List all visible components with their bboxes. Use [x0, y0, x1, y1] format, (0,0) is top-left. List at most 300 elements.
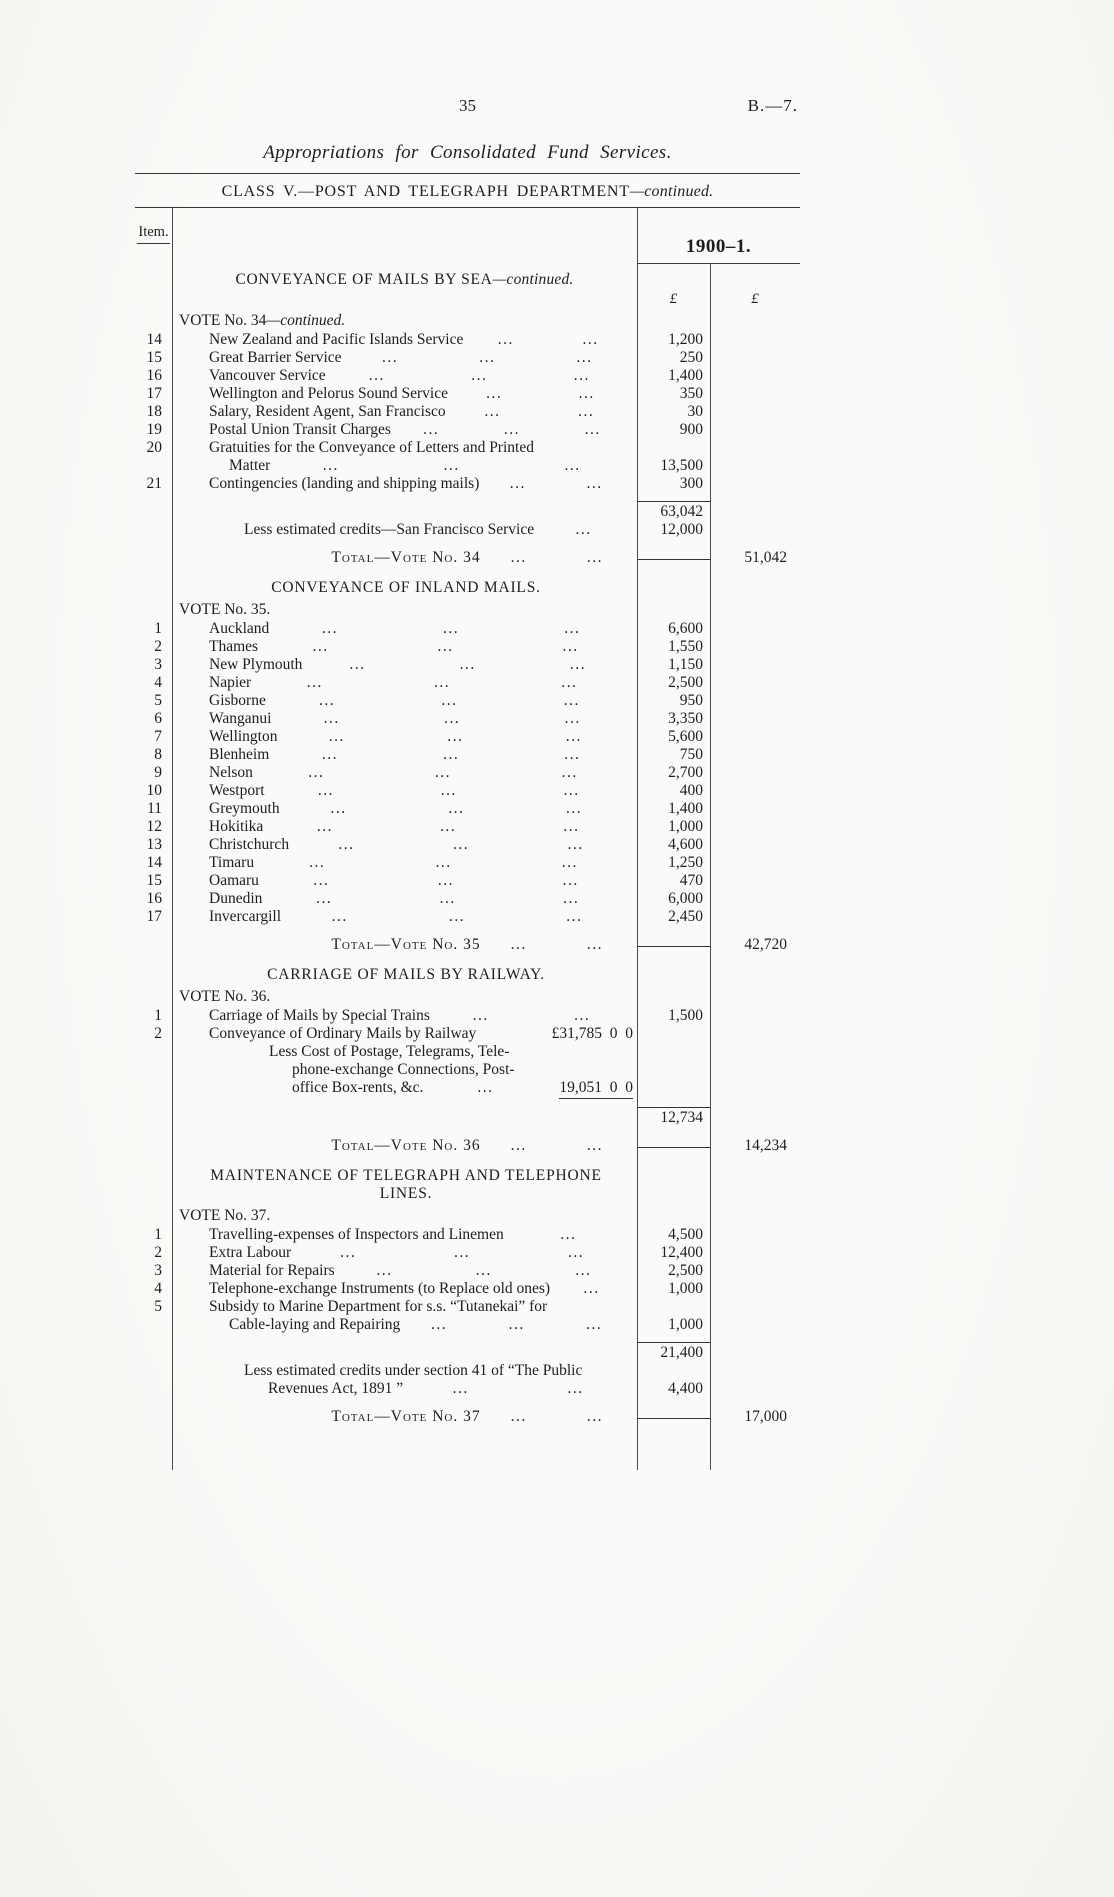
amount-col1	[637, 620, 710, 638]
dot-leaders	[326, 367, 633, 385]
row-description	[172, 710, 637, 728]
row-description	[172, 1262, 637, 1280]
dot-leaders	[335, 1262, 633, 1280]
amount-col2	[710, 312, 800, 330]
dot-group: ...	[484, 403, 501, 420]
item-number: 15	[146, 872, 162, 889]
dot-group: ...	[573, 367, 590, 384]
dot-group: ...	[443, 457, 460, 474]
appropriations-table	[135, 208, 800, 1470]
row-description	[172, 936, 637, 954]
amount-value: 350	[679, 385, 703, 402]
dot-leaders	[403, 1380, 633, 1398]
amount-col1	[637, 601, 710, 619]
row-description	[172, 638, 637, 656]
description-text: New Plymouth	[209, 656, 303, 673]
section-heading-text: CONVEYANCE OF MAILS BY SEA	[235, 271, 493, 288]
row-description	[172, 403, 637, 421]
dot-leaders	[265, 782, 633, 800]
amount-col2	[710, 1380, 800, 1398]
description-text: Greymouth	[209, 800, 280, 817]
item-number: 17	[146, 385, 162, 402]
dot-group: ...	[443, 620, 460, 637]
item-number: 5	[154, 692, 162, 709]
dot-leaders	[446, 403, 633, 421]
table-row-item	[135, 746, 800, 764]
dot-group: ...	[576, 349, 593, 366]
row-description	[172, 1298, 637, 1316]
amount-col2	[710, 521, 800, 539]
amount-col2	[710, 579, 800, 597]
row-description	[172, 1107, 637, 1127]
description-text: MAINTENANCE OF TELEGRAPH AND TELEPHONE LINES.	[210, 1167, 607, 1202]
table-row-item	[135, 349, 800, 367]
row-description	[172, 1007, 637, 1025]
dot-group: ...	[562, 638, 579, 655]
table-row-item	[135, 1280, 800, 1298]
dot-group: ...	[316, 890, 333, 907]
dot-leaders	[463, 331, 633, 349]
document-title: Appropriations for Consolidated Fund Services.	[263, 142, 672, 163]
amount-col2	[710, 1342, 800, 1362]
page-number: 35	[459, 96, 476, 115]
dot-leaders	[448, 385, 633, 403]
dot-group: ...	[423, 421, 440, 438]
row-description	[172, 1025, 637, 1043]
row-description	[172, 818, 637, 836]
amount-col2	[710, 1298, 800, 1316]
amount-col1	[637, 1280, 710, 1298]
dot-group: ...	[435, 854, 452, 871]
row-description	[172, 1380, 637, 1398]
dot-group: ...	[567, 836, 584, 853]
row-description	[172, 457, 637, 475]
item-number	[135, 1167, 172, 1203]
dot-group: ...	[561, 674, 578, 691]
dot-group: ...	[586, 549, 603, 566]
amount-value: 3,350	[668, 710, 703, 727]
class-header-text: CLASS V.—POST AND TELEGRAPH DEPARTMENT	[221, 183, 630, 200]
row-description	[172, 854, 637, 872]
dot-group: ...	[578, 385, 595, 402]
table-row-item	[135, 656, 800, 674]
class-header	[135, 183, 800, 201]
amount-col1	[637, 475, 710, 493]
row-description	[172, 1061, 637, 1079]
amount-col2	[710, 1316, 800, 1334]
first-section-heading	[172, 264, 637, 310]
amount-value: 63,042	[660, 503, 703, 520]
item-number: 7	[154, 728, 162, 745]
amount-col1	[637, 457, 710, 475]
table-row-section	[135, 579, 800, 597]
item-number: 13	[146, 836, 162, 853]
row-description	[172, 908, 637, 926]
description-text: Blenheim	[209, 746, 270, 763]
dot-group: ...	[578, 403, 595, 420]
amount-col2	[710, 349, 800, 367]
dot-leaders	[270, 457, 633, 475]
item-column-header	[135, 208, 172, 264]
table-row-vote	[135, 312, 800, 330]
dot-leaders	[259, 872, 633, 890]
dot-group: ...	[323, 710, 340, 727]
item-number: 14	[146, 331, 162, 348]
item-number	[135, 1342, 172, 1362]
amount-col1	[637, 1167, 710, 1203]
table-row-sub	[135, 1342, 800, 1362]
row-description	[172, 890, 637, 908]
dot-group: ...	[563, 818, 580, 835]
row-description	[172, 579, 637, 597]
table-row-sub	[135, 501, 800, 521]
row-description	[172, 601, 637, 619]
dot-group: ...	[440, 818, 457, 835]
table-row-item	[135, 367, 800, 385]
dot-leaders	[254, 854, 633, 872]
amount-col2	[710, 782, 800, 800]
dot-group: ...	[479, 349, 496, 366]
amount-col2	[710, 890, 800, 908]
dot-group: ...	[321, 746, 338, 763]
dot-group: ...	[328, 728, 345, 745]
dot-leaders	[342, 349, 633, 367]
page-content	[135, 96, 800, 1470]
item-number: 3	[154, 656, 162, 673]
amount-col1	[637, 818, 710, 836]
amount-col2	[710, 1167, 800, 1203]
pound-sign-col2: £	[751, 291, 759, 307]
table-row-item	[135, 385, 800, 403]
amount-col1	[637, 1079, 710, 1099]
description-text: Gisborne	[209, 692, 266, 709]
dot-group: ...	[443, 746, 460, 763]
amount-col2	[710, 1262, 800, 1280]
row-description	[172, 1207, 637, 1225]
item-number: 18	[146, 403, 162, 420]
table-row-item	[135, 421, 800, 439]
description-text: Revenues Act, 1891 ”	[268, 1380, 404, 1397]
amount-col1	[637, 710, 710, 728]
dot-group: ...	[330, 800, 347, 817]
description-text: Carriage of Mails by Special Trains	[209, 1007, 430, 1024]
dot-leaders	[253, 764, 633, 782]
dot-group: ...	[486, 385, 503, 402]
dot-group: ...	[584, 421, 601, 438]
row-description	[172, 782, 637, 800]
table-row-section	[135, 966, 800, 984]
dot-group: ...	[564, 620, 581, 637]
amount-col2	[710, 674, 800, 692]
amount-col2	[710, 475, 800, 493]
item-number	[135, 549, 172, 567]
amount-col1	[637, 854, 710, 872]
dot-group: ...	[562, 872, 579, 889]
amount-col1	[637, 638, 710, 656]
amount-col2	[710, 936, 800, 954]
dot-group: ...	[382, 349, 399, 366]
table-row-item	[135, 638, 800, 656]
row-description	[172, 349, 637, 367]
table-header-row2	[135, 264, 800, 310]
table-row-total	[135, 1408, 800, 1426]
description-text: Less Cost of Postage, Telegrams, Tele-	[269, 1043, 510, 1060]
dot-group: ...	[586, 1316, 603, 1333]
amount-col2	[710, 1280, 800, 1298]
dot-group: ...	[566, 800, 583, 817]
table-row-total	[135, 549, 800, 567]
item-number	[135, 966, 172, 984]
amount-value: 900	[679, 421, 703, 438]
row-description	[172, 421, 637, 439]
amount-col1	[637, 1137, 710, 1155]
amount-col1	[637, 1408, 710, 1426]
item-number: 1	[154, 1007, 162, 1024]
dot-group: ...	[561, 764, 578, 781]
amount-col1	[637, 1226, 710, 1244]
amount-col1	[637, 782, 710, 800]
page-header	[135, 96, 800, 118]
item-number	[135, 1408, 172, 1426]
vertical-rule-item	[172, 208, 173, 1470]
row-description	[172, 1137, 637, 1155]
document-reference: B.—7.	[747, 96, 798, 115]
dot-group: ...	[567, 1380, 584, 1397]
description-text: Vancouver Service	[209, 367, 326, 384]
description-text: Auckland	[209, 620, 270, 637]
amount-value: 1,250	[668, 854, 703, 871]
row-description	[172, 872, 637, 890]
dot-group: ...	[340, 1244, 357, 1261]
description-text: Invercargill	[209, 908, 282, 925]
amount-col2	[710, 764, 800, 782]
item-number	[135, 936, 172, 954]
dot-group: ...	[437, 638, 454, 655]
table-row-item	[135, 692, 800, 710]
description-text: VOTE No. 34	[179, 312, 267, 329]
amount-value: 4,400	[668, 1380, 703, 1397]
amount-col1	[637, 764, 710, 782]
table-row-item	[135, 710, 800, 728]
description-text: Gratuities for the Conveyance of Letters and Printed	[209, 439, 534, 456]
amount-col1	[637, 501, 710, 521]
amount-value: 17,000	[744, 1408, 787, 1425]
table-row-item	[135, 890, 800, 908]
dot-leaders	[281, 908, 633, 926]
description-text: office Box-rents, &c.	[292, 1079, 424, 1096]
amount-col2	[710, 1226, 800, 1244]
row-description	[172, 1244, 637, 1262]
table-row-item	[135, 872, 800, 890]
amount-col1	[637, 549, 710, 567]
amount-value: 12,400	[660, 1244, 703, 1261]
amount-col2	[710, 728, 800, 746]
dot-leaders	[278, 728, 634, 746]
dot-group: ...	[508, 1316, 525, 1333]
table-row-item	[135, 620, 800, 638]
amount-col2	[710, 988, 800, 1006]
amount-col1	[637, 966, 710, 984]
table-row-costb	[135, 1061, 800, 1079]
amount-value: 30	[687, 403, 703, 420]
dot-leaders	[251, 674, 633, 692]
row-description	[172, 521, 637, 539]
dot-group: ...	[349, 656, 366, 673]
amount-value: 1,550	[668, 638, 703, 655]
vertical-rule-amount2	[710, 264, 711, 1470]
row-description	[172, 1316, 637, 1334]
dot-leaders	[258, 638, 633, 656]
dot-group: ...	[447, 728, 464, 745]
amount-col2	[710, 331, 800, 349]
dot-group: ...	[308, 764, 325, 781]
item-number: 14	[146, 854, 162, 871]
description-text: Oamaru	[209, 872, 259, 889]
vertical-rule-amount1	[637, 208, 638, 1470]
table-row-less	[135, 1362, 800, 1380]
dot-group: ...	[376, 1262, 393, 1279]
dot-group: ...	[477, 1079, 494, 1096]
header-gap	[135, 264, 172, 310]
amount-value: 1,400	[668, 800, 703, 817]
description-text: Total—Vote No. 34	[331, 549, 481, 566]
item-number: 3	[154, 1262, 162, 1279]
amount-col2	[710, 385, 800, 403]
description-text: VOTE No. 35.	[179, 601, 271, 618]
dot-group: ...	[567, 1244, 585, 1261]
dot-group: ...	[471, 367, 488, 384]
amount-col1	[637, 1316, 710, 1334]
amount-col1	[637, 1342, 710, 1362]
table-row-item	[135, 1007, 800, 1025]
amount-col1	[637, 439, 710, 457]
amount-col1	[637, 728, 710, 746]
dot-group: ...	[448, 800, 465, 817]
dot-group: ...	[452, 1380, 469, 1397]
amount-col1	[637, 908, 710, 926]
amount-value: 13,500	[660, 457, 703, 474]
class-header-continued: —continued.	[629, 183, 714, 200]
dot-leaders	[481, 1137, 633, 1155]
amount-value: 750	[679, 746, 703, 763]
item-number: 1	[154, 1226, 162, 1243]
dot-group: ...	[565, 728, 582, 745]
dot-leaders	[534, 521, 633, 539]
amount-col1	[637, 890, 710, 908]
amount-value: 12,000	[660, 521, 703, 538]
dot-leaders	[269, 620, 633, 638]
dot-leaders	[423, 1079, 547, 1097]
dot-group: ...	[582, 331, 599, 348]
dot-leaders	[280, 800, 633, 818]
row-description	[172, 549, 637, 567]
description-text: Salary, Resident Agent, San Francisco	[209, 403, 446, 420]
table-row-item	[135, 764, 800, 782]
description-text: Extra Labour	[209, 1244, 292, 1261]
amount-col2	[710, 692, 800, 710]
item-number	[135, 988, 172, 1006]
amount-col1	[637, 836, 710, 854]
row-description	[172, 1043, 637, 1061]
amount-col2	[710, 367, 800, 385]
table-row-item	[135, 1244, 800, 1262]
description-text: Great Barrier Service	[209, 349, 342, 366]
item-number: 16	[146, 367, 162, 384]
dot-group: ...	[338, 836, 355, 853]
description-text: VOTE No. 36.	[179, 988, 271, 1005]
item-number: 2	[154, 638, 162, 655]
dot-group: ...	[564, 746, 581, 763]
amount-col1	[637, 579, 710, 597]
amount-col2	[710, 710, 800, 728]
row-description	[172, 1167, 637, 1203]
amount-col2	[710, 1043, 800, 1061]
dot-group: ...	[437, 872, 455, 889]
row-description	[172, 312, 637, 330]
item-number	[135, 457, 172, 475]
table-rows	[135, 312, 800, 1426]
amount-col2	[710, 620, 800, 638]
amount-col1	[637, 1107, 710, 1127]
dot-group: ...	[583, 1280, 600, 1297]
amount-value: 21,400	[660, 1344, 703, 1361]
item-number: 4	[154, 1280, 162, 1297]
amount-col2	[710, 638, 800, 656]
amount-col1	[637, 674, 710, 692]
description-text: Christchurch	[209, 836, 290, 853]
dot-group: ...	[441, 692, 458, 709]
row-description	[172, 692, 637, 710]
amount-value: 2,450	[668, 908, 703, 925]
dot-leaders	[263, 818, 633, 836]
amount-col2	[710, 601, 800, 619]
amount-col2	[710, 439, 800, 457]
item-column-label: Item.	[137, 224, 169, 244]
amount-col2	[710, 457, 800, 475]
row-description	[172, 439, 637, 457]
amount-col1	[637, 1025, 710, 1043]
table-row-costb	[135, 1079, 800, 1099]
table-row-item	[135, 800, 800, 818]
amount-col1	[637, 1262, 710, 1280]
amount-value: 51,042	[744, 549, 787, 566]
amount-col2	[710, 872, 800, 890]
amount-value: 4,500	[668, 1226, 703, 1243]
dot-leaders	[479, 475, 633, 493]
row-description	[172, 1079, 637, 1099]
description-text: Thames	[209, 638, 259, 655]
dot-leaders	[269, 746, 633, 764]
amount-col1	[637, 521, 710, 539]
dot-leaders	[481, 549, 633, 567]
amount-col1	[637, 872, 710, 890]
item-number: 2	[154, 1244, 162, 1261]
item-number: 4	[154, 674, 162, 691]
dot-leaders	[291, 1244, 633, 1262]
description-text: Timaru	[209, 854, 255, 871]
item-number: 11	[147, 800, 162, 817]
dot-group: ...	[560, 1226, 577, 1243]
amount-value: 1,400	[668, 367, 703, 384]
title-rule	[135, 173, 800, 174]
amount-col2	[710, 800, 800, 818]
description-continued: —continued.	[266, 312, 346, 329]
item-number	[135, 1207, 172, 1225]
description-text: CARRIAGE OF MAILS BY RAILWAY.	[267, 966, 545, 983]
amount-value: 1,000	[668, 1280, 703, 1297]
amount-col2	[710, 1244, 800, 1262]
amount-col1	[637, 312, 710, 330]
